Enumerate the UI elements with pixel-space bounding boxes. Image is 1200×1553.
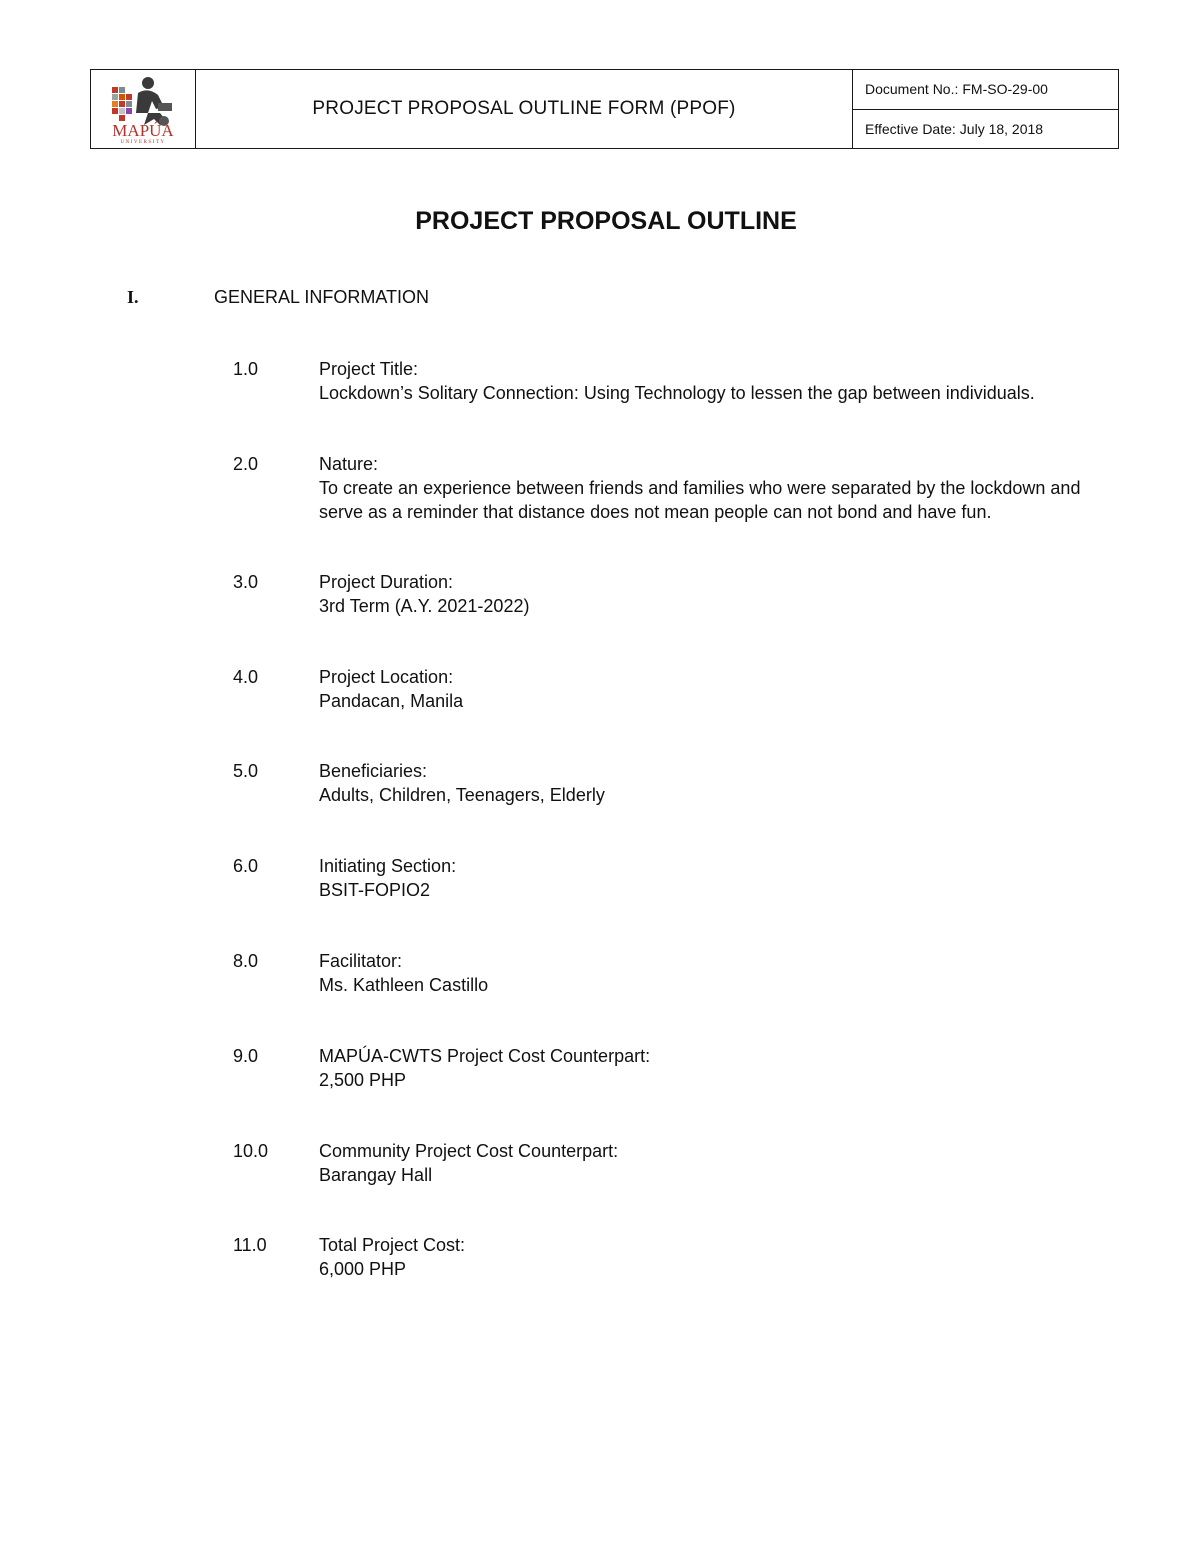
- item-value: Ms. Kathleen Castillo: [319, 975, 489, 995]
- item-label: Nature:: [319, 454, 379, 474]
- item-value: To create an experience between friends and families who were separated by the lockdown and serve as a reminder that distance does not mean people can not bond and have fun.: [319, 478, 1081, 522]
- logo-cell: [91, 70, 196, 148]
- item-label: Initiating Section:: [319, 856, 457, 876]
- item-value: Pandacan, Manila: [319, 691, 464, 711]
- effective-date-label: Effective Date:: [865, 120, 956, 137]
- item-label: Project Location:: [319, 667, 454, 687]
- item-number: 6.0: [233, 856, 259, 876]
- mapua-logo: [108, 73, 178, 145]
- section-title: GENERAL INFORMATION: [214, 287, 430, 307]
- item-value: 2,500 PHP: [319, 1070, 407, 1090]
- section-number: I.: [127, 287, 139, 307]
- logo-figure-icon: [136, 77, 172, 126]
- logo-subtext: UNIVERSITY: [120, 140, 166, 145]
- item-number: 2.0: [233, 454, 259, 474]
- item-label: Project Duration:: [319, 572, 454, 592]
- document-number-row: [853, 70, 1118, 109]
- item-label: MAPÚA-CWTS Project Cost Counterpart:: [319, 1046, 651, 1066]
- page-title: PROJECT PROPOSAL OUTLINE: [415, 207, 797, 235]
- item-number: 3.0: [233, 572, 259, 592]
- item-label: Project Title:: [319, 359, 419, 379]
- item-label: Beneficiaries:: [319, 761, 428, 781]
- item-number: 4.0: [233, 667, 259, 687]
- item-number: 10.0: [233, 1141, 269, 1161]
- item-label: Total Project Cost:: [319, 1235, 466, 1255]
- form-title: PROJECT PROPOSAL OUTLINE FORM (PPOF): [196, 70, 853, 148]
- item-number: 9.0: [233, 1046, 259, 1066]
- effective-date-row: [853, 109, 1118, 149]
- item-label: Facilitator:: [319, 951, 403, 971]
- item-value: 3rd Term (A.Y. 2021-2022): [319, 596, 530, 616]
- item-value: Lockdown’s Solitary Connection: Using Technology to lessen the gap between individuals.: [319, 383, 1035, 403]
- item-value: Barangay Hall: [319, 1165, 433, 1185]
- section-heading: [127, 287, 429, 308]
- item-number: 1.0: [233, 359, 259, 379]
- item-number: 11.0: [233, 1235, 267, 1255]
- logo-mosaic-icon: [112, 87, 132, 121]
- form-header: [90, 69, 1119, 149]
- document-number-value: FM-SO-29-00: [962, 81, 1048, 98]
- effective-date-value: July 18, 2018: [959, 120, 1044, 137]
- item-number: 5.0: [233, 761, 259, 781]
- item-label: Community Project Cost Counterpart:: [319, 1141, 619, 1161]
- logo-text: MAPÚA: [112, 121, 174, 140]
- item-value: Adults, Children, Teenagers, Elderly: [319, 785, 605, 805]
- item-value: 6,000 PHP: [319, 1259, 407, 1279]
- item-number: 8.0: [233, 951, 259, 971]
- document-number-label: Document No.:: [865, 81, 959, 98]
- item-value: BSIT-FOPIO2: [319, 880, 431, 900]
- document-meta: [853, 70, 1118, 148]
